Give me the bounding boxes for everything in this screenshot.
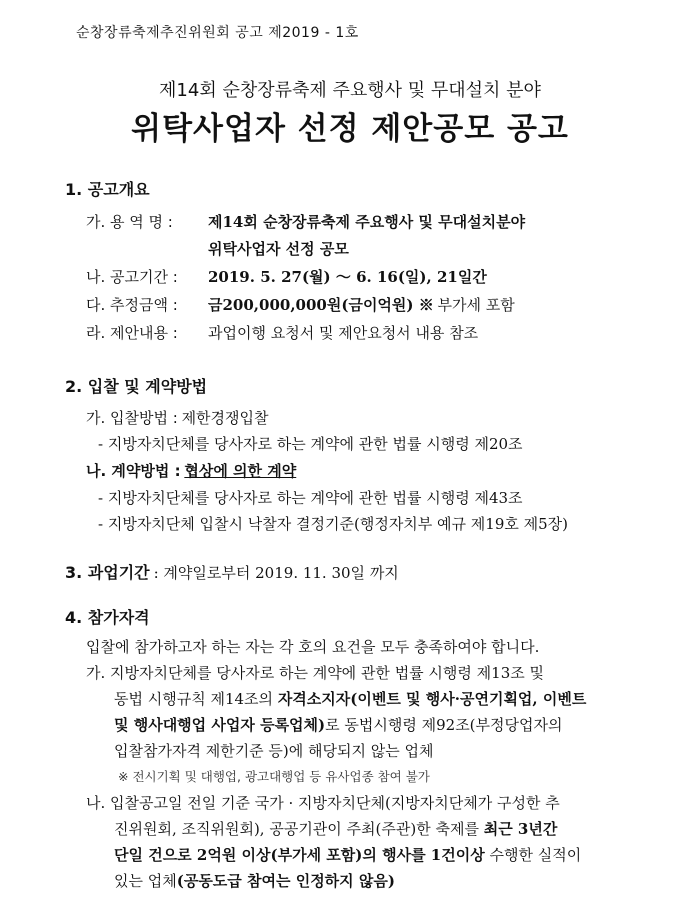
s4-na-line2-b: 최근 3년간: [483, 820, 558, 838]
s4-ga-line1: 가. 지방자치단체를 당사자로 하는 계약에 관한 법률 시행령 제13조 및: [86, 664, 545, 682]
s4-ga-line2-a: 동법 시행규칙 제14조의: [114, 690, 278, 708]
s4-na-line4-a: 있는 업체: [114, 872, 177, 890]
s2-item-ga: [86, 407, 269, 428]
period-value: : 계약일로부터 2019. 11. 30일 까지: [153, 564, 399, 582]
s1-item-ga-label: 가. 용 역 명 :: [86, 213, 173, 231]
s2-item-na-sub2: - 지방자치단체 입찰시 낙찰자 결정기준(행정자치부 예규 제19호 제5장): [98, 515, 569, 533]
s4-na-line2-a: 진위원회, 조직위원회), 공공기관이 주최(주관)한 축제를: [114, 820, 484, 838]
s1-item-da-label: 다. 추정금액 :: [86, 296, 178, 314]
s4-ga-line3-a: 및 행사대행업 사업자 등록업체): [114, 716, 326, 734]
s4-na-line1: 나. 입찰공고일 전일 기준 국가 · 지방자치단체(지방자치단체가 구성한 추: [86, 794, 560, 812]
s4-ga-note: ※ 전시기획 및 대행업, 광고대행업 등 유사업종 참여 불가: [118, 769, 430, 784]
s4-ga-line3: [114, 714, 562, 735]
bid-method-value: 제한경쟁입찰: [181, 409, 269, 427]
s1-item-ra-value: 과업이행 요청서 및 제안요청서 내용 참조: [208, 324, 479, 342]
s4-na-line4-b: (공동도급 참여는 인정하지 않음): [176, 872, 395, 890]
s4-na-line4: [114, 870, 395, 891]
s1-item-na-value: 2019. 5. 27(월) ～ 6. 16(일), 21일간: [208, 268, 487, 286]
section-3-heading: 3. 과업기간: [65, 563, 150, 582]
section-4-heading: 4. 참가자격: [65, 608, 150, 627]
s1-item-ra-label: 라. 제안내용 :: [86, 324, 178, 342]
s4-na-line2: [114, 818, 557, 839]
s4-na-line3-a: 단일 건으로 2억원 이상(부가세 포함)의 행사를 1건이상: [114, 846, 485, 864]
vat-note: 부가세 포함: [437, 296, 515, 314]
s1-item-ga-value: 제14회 순창장류축제 주요행사 및 무대설치분야: [208, 213, 526, 231]
bid-method-label: 가. 입찰방법 :: [86, 409, 178, 427]
s4-ga-line3-b: 로 동법시행령 제92조(부정당업자의: [325, 716, 563, 734]
estimated-amount: 금200,000,000원(금이억원) ※: [208, 296, 434, 314]
s4-ga-line2-b: 자격소지자(이벤트 및 행사·공연기획업, 이벤트: [277, 690, 587, 708]
s4-ga-line4: 입찰참가자격 제한기준 등)에 해당되지 않는 업체: [114, 742, 434, 760]
s2-item-na: [86, 460, 296, 481]
s1-item-ga-value-cont: 위탁사업자 선정 공모: [208, 240, 349, 258]
contract-method-label: 나. 계약방법 :: [86, 462, 181, 480]
contract-method-value: 협상에 의한 계약: [184, 462, 297, 480]
s2-item-na-sub1: - 지방자치단체를 당사자로 하는 계약에 관한 법률 시행령 제43조: [98, 489, 523, 507]
section-1-heading: 1. 공고개요: [65, 180, 150, 199]
document-title: 위탁사업자 선정 제안공모 공고: [131, 111, 569, 147]
s4-na-line3-b: 수행한 실적이: [484, 846, 582, 864]
section-3-row: [65, 560, 399, 583]
s2-item-ga-sub: - 지방자치단체를 당사자로 하는 계약에 관한 법률 시행령 제20조: [98, 435, 523, 453]
notice-number: 순창장류축제추진위원회 공고 제2019 - 1호: [76, 25, 359, 41]
s1-item-na-label: 나. 공고기간 :: [86, 268, 178, 286]
s4-intro: 입찰에 참가하고자 하는 자는 각 호의 요건을 모두 충족하여야 합니다.: [86, 638, 540, 656]
s4-ga-line2: [114, 688, 586, 709]
document-subtitle: 제14회 순창장류축제 주요행사 및 무대설치 분야: [159, 80, 541, 101]
section-2-heading: 2. 입찰 및 계약방법: [65, 377, 208, 396]
s4-na-line3: [114, 844, 581, 865]
s1-item-da-row: [208, 294, 515, 315]
